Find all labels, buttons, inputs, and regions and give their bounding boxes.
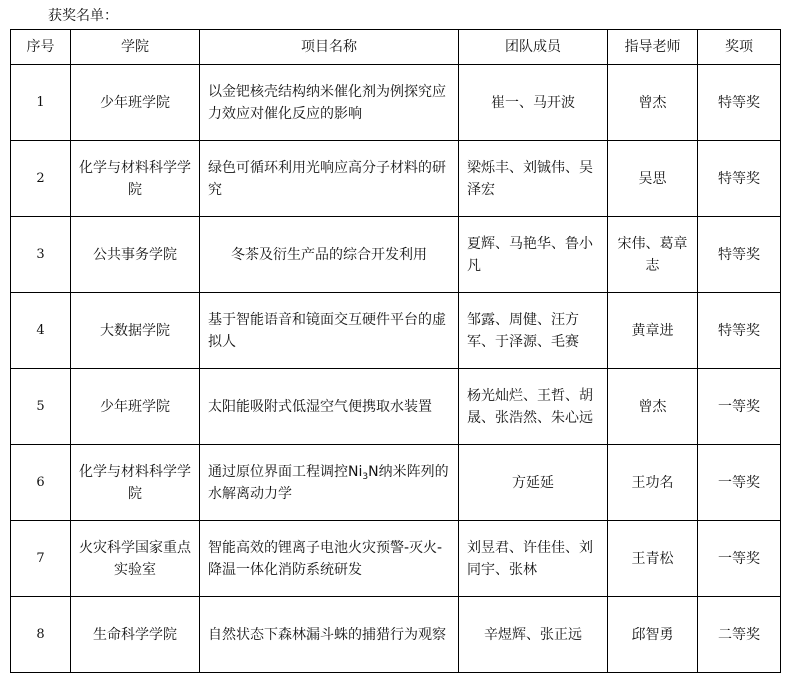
- header-row: [11, 30, 781, 65]
- row-project: 基于智能语音和镜面交互硬件平台的虚拟人: [200, 293, 459, 369]
- row-college: 大数据学院: [71, 293, 200, 369]
- row-college: 少年班学院: [71, 65, 200, 141]
- project-text-pre: 通过原位界面工程调控Ni: [208, 463, 363, 480]
- row-college: 少年班学院: [71, 369, 200, 445]
- header-index: 序号: [11, 30, 71, 65]
- row-advisor: 王青松: [608, 521, 698, 597]
- row-members: 崔一、马开波: [459, 65, 608, 141]
- row-index: 5: [11, 369, 71, 445]
- row-index: 7: [11, 521, 71, 597]
- row-project: 自然状态下森林漏斗蛛的捕猎行为观察: [200, 597, 459, 673]
- row-college: 公共事务学院: [71, 217, 200, 293]
- row-college: 生命科学学院: [71, 597, 200, 673]
- row-advisor: 王功名: [608, 445, 698, 521]
- row-advisor: 吴思: [608, 141, 698, 217]
- row-award: 一等奖: [698, 445, 781, 521]
- project-subscript: 3: [362, 471, 369, 482]
- row-advisor: 曾杰: [608, 369, 698, 445]
- row-members: 夏辉、马艳华、鲁小凡: [459, 217, 608, 293]
- row-award: 特等奖: [698, 293, 781, 369]
- row-index: 8: [11, 597, 71, 673]
- table-row: [11, 217, 781, 293]
- header-members: 团队成员: [459, 30, 608, 65]
- table-row: [11, 293, 781, 369]
- header-advisor: 指导老师: [608, 30, 698, 65]
- row-members: 邹露、周健、汪方军、于泽源、毛赛: [459, 293, 608, 369]
- row-project: 绿色可循环利用光响应高分子材料的研究: [200, 141, 459, 217]
- table-row: [11, 369, 781, 445]
- row-members: 方延延: [459, 445, 608, 521]
- row-advisor: 黄章进: [608, 293, 698, 369]
- table-row: [11, 141, 781, 217]
- awards-table: [10, 29, 781, 673]
- row-index: 6: [11, 445, 71, 521]
- row-award: 特等奖: [698, 65, 781, 141]
- row-index: 2: [11, 141, 71, 217]
- row-advisor: 邱智勇: [608, 597, 698, 673]
- list-caption: 获奖名单：: [48, 8, 118, 24]
- table-row: [11, 521, 781, 597]
- row-members: 辛煜辉、张正远: [459, 597, 608, 673]
- row-award: 特等奖: [698, 217, 781, 293]
- row-award: 一等奖: [698, 369, 781, 445]
- row-advisor: 曾杰: [608, 65, 698, 141]
- row-advisor: 宋伟、葛章志: [608, 217, 698, 293]
- row-award: 特等奖: [698, 141, 781, 217]
- header-award: 奖项: [698, 30, 781, 65]
- row-members: 杨光灿烂、王哲、胡晟、张浩然、朱心远: [459, 369, 608, 445]
- row-project: 太阳能吸附式低湿空气便携取水装置: [200, 369, 459, 445]
- row-index: 4: [11, 293, 71, 369]
- row-index: 1: [11, 65, 71, 141]
- row-index: 3: [11, 217, 71, 293]
- row-members: 梁烁丰、刘铖伟、吴泽宏: [459, 141, 608, 217]
- row-project: 以金钯核壳结构纳米催化剂为例探究应力效应对催化反应的影响: [200, 65, 459, 141]
- row-award: 一等奖: [698, 521, 781, 597]
- header-college: 学院: [71, 30, 200, 65]
- row-members: 刘昱君、许佳佳、刘同宇、张林: [459, 521, 608, 597]
- table-row: [11, 597, 781, 673]
- row-college: 火灾科学国家重点实验室: [71, 521, 200, 597]
- row-award: 二等奖: [698, 597, 781, 673]
- row-college: 化学与材料科学学院: [71, 141, 200, 217]
- table-row: [11, 65, 781, 141]
- project-text-post: N纳米阵列的水解离动力学: [208, 463, 449, 502]
- row-project: 智能高效的锂离子电池火灾预警-灭火-降温一体化消防系统研发: [200, 521, 459, 597]
- row-project: [200, 445, 459, 521]
- header-project: 项目名称: [200, 30, 459, 65]
- table-row: [11, 445, 781, 521]
- row-project: 冬茶及衍生产品的综合开发利用: [200, 217, 459, 293]
- row-college: 化学与材料科学学院: [71, 445, 200, 521]
